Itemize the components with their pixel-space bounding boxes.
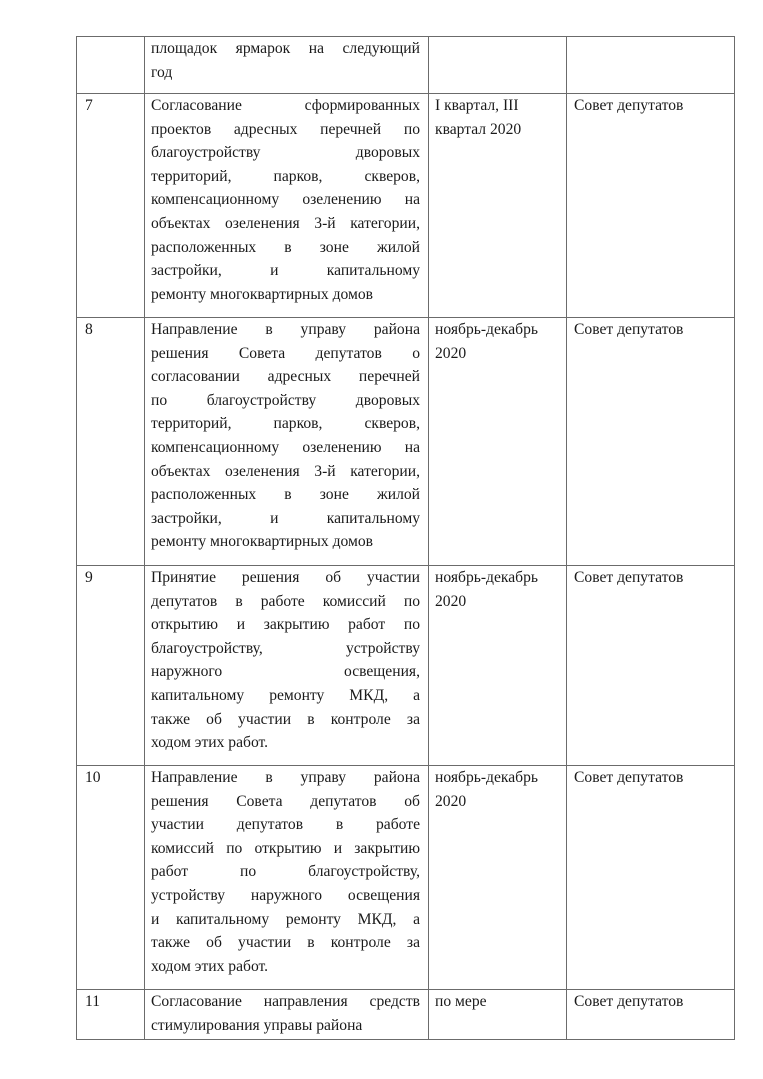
action-text-line: проектов адресных перечней по (151, 120, 420, 138)
action-text-line: наружного освещения, (151, 663, 420, 681)
term-text-line: 2020 (435, 792, 467, 810)
responsible-cell (567, 766, 735, 990)
action-text-line: также об участии в контроле за (151, 934, 420, 952)
action-text-line: Согласование сформированных (151, 97, 420, 114)
action-text-line: Согласование направления средств (151, 993, 420, 1010)
plan-table-body (77, 37, 735, 1040)
table-row (77, 37, 735, 94)
term-cell (429, 37, 567, 94)
action-text-line: объектах озеленения 3-й категории, (151, 462, 420, 480)
action-text-line: территорий, парков, скверов, (151, 415, 420, 433)
term-text-line: квартал 2020 (435, 120, 522, 138)
action-cell (145, 566, 429, 766)
action-text-line: комиссий по открытию и закрытию (151, 839, 420, 857)
action-text-line: застройки, и капитальному (151, 509, 420, 527)
action-cell (145, 318, 429, 566)
responsible-cell (567, 566, 735, 766)
action-text-line: устройству наружного освещения (151, 886, 420, 904)
responsible-text: Совет депутатов (574, 769, 684, 786)
action-cell (145, 94, 429, 318)
table-row (77, 566, 735, 766)
row-number: 8 (85, 321, 93, 338)
row-number-cell (77, 318, 145, 566)
action-text-line: территорий, парков, скверов, (151, 167, 420, 185)
term-cell (429, 94, 567, 318)
action-text-line: и капитальному ремонту МКД, а (151, 910, 420, 928)
action-cell (145, 766, 429, 990)
table-row (77, 94, 735, 318)
responsible-cell (567, 318, 735, 566)
action-text-line: участии депутатов в работе (151, 816, 420, 834)
term-cell (429, 990, 567, 1040)
action-text-line: компенсационному озеленению на (151, 438, 420, 456)
action-text-line: работ по благоустройству, (151, 863, 420, 881)
action-text-line: застройки, и капитальному (151, 262, 420, 280)
action-text-line: Направление в управу района (151, 321, 420, 338)
action-text-line: площадок ярмарок на следующий (151, 40, 420, 57)
term-text-line: ноябрь-декабрь (435, 321, 539, 338)
action-text-line: открытию и закрытию работ по (151, 616, 420, 634)
action-text-line: Направление в управу района (151, 769, 420, 786)
term-cell (429, 318, 567, 566)
row-number: 7 (85, 97, 93, 114)
action-text-line: стимулирования управы района (151, 1016, 363, 1034)
action-text-line: благоустройству, устройству (151, 639, 420, 657)
action-text-line: Принятие решения об участии (151, 569, 420, 586)
action-text-line: депутатов в работе комиссий по (151, 592, 420, 610)
row-number-cell (77, 990, 145, 1040)
row-number-cell (77, 94, 145, 318)
action-text-line: объектах озеленения 3-й категории, (151, 214, 420, 232)
row-number: 10 (85, 769, 101, 786)
row-number-cell (77, 37, 145, 94)
action-text-line: ходом этих работ. (151, 734, 269, 752)
responsible-cell (567, 94, 735, 318)
row-number-cell (77, 766, 145, 990)
table-row (77, 990, 735, 1040)
row-number: 11 (85, 993, 101, 1010)
term-cell (429, 566, 567, 766)
action-text-line: ремонту многоквартирных домов (151, 533, 374, 551)
action-text-line: ходом этих работ. (151, 957, 269, 975)
action-cell (145, 990, 429, 1040)
row-number-cell (77, 566, 145, 766)
action-cell (145, 37, 429, 94)
action-text-line: капитальному ремонту МКД, а (151, 686, 420, 704)
term-text-line: ноябрь-декабрь (435, 569, 539, 586)
action-text-line: решения Совета депутатов о (151, 344, 420, 362)
term-text-line: I квартал, III (435, 97, 519, 114)
action-text-line: согласовании адресных перечней (151, 368, 420, 386)
responsible-text: Совет депутатов (574, 97, 684, 114)
term-text-line: 2020 (435, 344, 467, 362)
table-row (77, 318, 735, 566)
responsible-cell (567, 990, 735, 1040)
action-text-line: по благоустройству дворовых (151, 391, 420, 409)
action-text-line: компенсационному озеленению на (151, 191, 420, 209)
action-text-line: ремонту многоквартирных домов (151, 285, 374, 303)
term-text-line: по мере (435, 993, 487, 1010)
term-text-line: ноябрь-декабрь (435, 769, 539, 786)
action-text-line: расположенных в зоне жилой (151, 486, 420, 504)
plan-table (76, 36, 735, 1040)
action-text-line: решения Совета депутатов об (151, 792, 420, 810)
action-text-line: год (151, 63, 173, 81)
responsible-text: Совет депутатов (574, 993, 684, 1010)
action-text-line: расположенных в зоне жилой (151, 238, 420, 256)
action-text-line: благоустройству дворовых (151, 144, 420, 162)
responsible-text: Совет депутатов (574, 569, 684, 586)
term-text-line: 2020 (435, 592, 467, 610)
responsible-cell (567, 37, 735, 94)
term-cell (429, 766, 567, 990)
responsible-text: Совет депутатов (574, 321, 684, 338)
action-text-line: также об участии в контроле за (151, 710, 420, 728)
row-number: 9 (85, 569, 93, 586)
table-row (77, 766, 735, 990)
